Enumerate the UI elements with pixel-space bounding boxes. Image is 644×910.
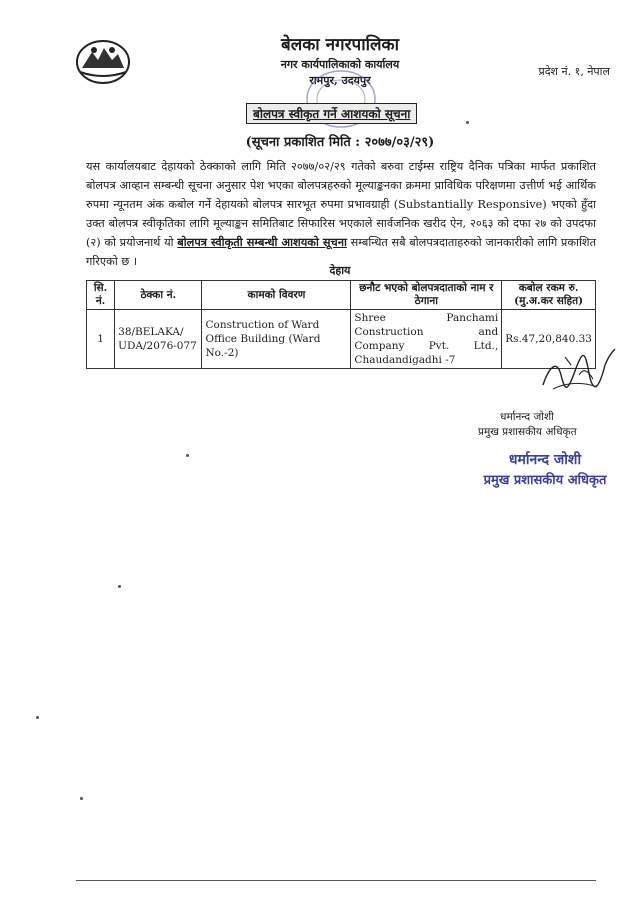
- stamp-name: धर्मानन्द जोशी: [508, 452, 582, 468]
- notice-body-part2: सम्बन्धित सबै बोलपत्रदाताहरुको जानकारीको लागि प्रकाशित गरिएको छ ।: [86, 236, 597, 268]
- table-row: [87, 310, 596, 369]
- notice-title: बोलपत्र स्वीकृत गर्ने आशयको सूचना: [246, 103, 417, 124]
- header-contract-no: ठेक्का नं.: [115, 281, 202, 310]
- municipality-emblem-logo: [74, 38, 132, 86]
- header-sn: सि. नं.: [87, 281, 115, 310]
- publication-date: (सूचना प्रकाशित मिति : २०७७/०३/२९): [245, 135, 435, 150]
- header-bidder: छनौट भएको बोलपत्रदाताको नाम र ठेगाना: [351, 281, 502, 310]
- header-description: कामको विवरण: [202, 281, 351, 310]
- cell-sn: 1: [87, 310, 115, 369]
- scan-speck: [466, 121, 469, 124]
- scan-speck: [80, 797, 83, 800]
- scan-speck: [118, 585, 121, 588]
- office-name: नगर कार्यपालिकाको कार्यालय: [280, 58, 400, 71]
- table-header-row: [87, 281, 596, 310]
- signatory-role: प्रमुख प्रशासकीय अधिकृत: [478, 426, 577, 438]
- notice-body-highlight: बोलपत्र स्वीकृती सम्बन्धी आशयको सूचना: [177, 235, 347, 249]
- cell-description: Construction of Ward Office Building (Ward No.-2): [202, 310, 351, 369]
- handwritten-signature: [535, 345, 620, 400]
- signatory-name: धर्मानन्द जोशी: [500, 411, 554, 423]
- stamp-role: प्रमुख प्रशासकीय अधिकृत: [483, 473, 607, 488]
- award-table: [86, 280, 596, 369]
- table-caption: देहाय: [329, 264, 351, 277]
- cell-amount: Rs.47,20,840.33: [502, 310, 596, 369]
- header-amount: कबोल रकम रु. (मु.अ.कर सहित): [502, 281, 596, 310]
- province-label: प्रदेश नं. १, नेपाल: [538, 65, 610, 78]
- footer-divider: [76, 880, 596, 881]
- scan-speck: [36, 716, 39, 719]
- scan-speck: [186, 454, 189, 457]
- office-address: रामपुर, उदयपुर: [309, 74, 371, 87]
- notice-body: [86, 157, 596, 271]
- cell-contract-no: 38/BELAKA/ UDA/2076-077: [115, 310, 202, 369]
- municipality-name: बेलका नगरपालिका: [280, 35, 400, 55]
- cell-bidder: Shree Panchami Construction and Company Pvt. Ltd., Chaudandigadhi -7: [351, 310, 502, 369]
- notice-body-part1: यस कार्यालयबाट देहायको ठेक्काको लागि मिति २०७७/०२/२९ गतेको बरुवा टाईम्स राष्ट्रिय दैनिक पत्रिका मार्फत प्रकाशित बोलपत्र आव्हान सम्बन्धी सूचना अनुसार पेश भएका बोलपत्रहरुको मूल्याङ्कनका क्रममा प्राविधिक परिक्षणमा उत्तीर्ण भई आर्थिक रुपमा न्यूनतम अंक कबोल गर्ने देहायको बोलपत्र सारभूत रुपमा प्रभावग्राही (Substantially Responsive) भएको हुँदा उक्त बोलपत्र स्वीकृतिका लागि मूल्याङ्कन समितिबाट सिफारिस भएकाले सार्वजनिक खरीद ऐन, २०६३ को दफा २७ को उपदफा (२) को प्रयोजनार्थ यो: [86, 160, 596, 249]
